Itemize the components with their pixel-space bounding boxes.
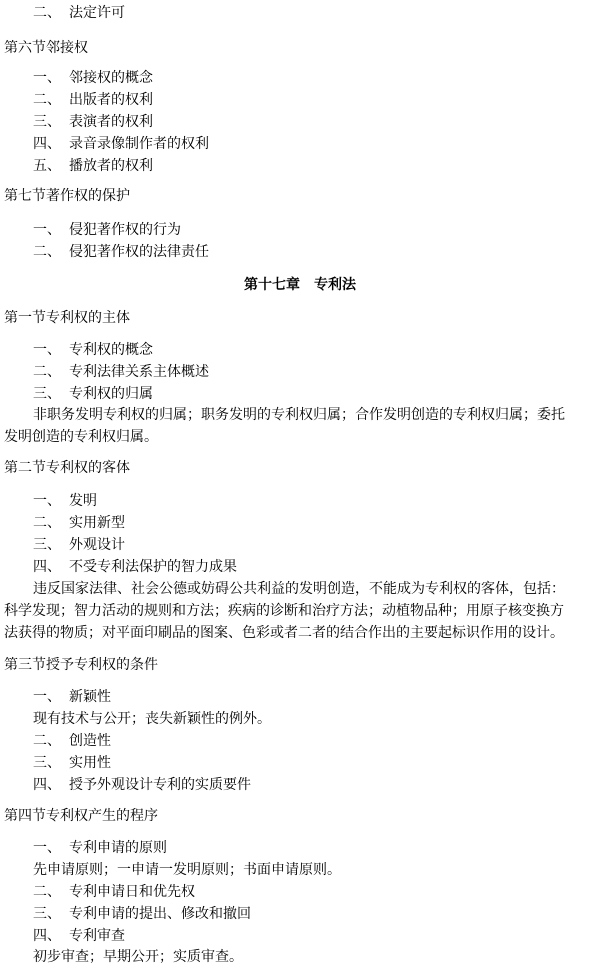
list-item-number: 三、 bbox=[33, 906, 61, 922]
list-item-text: 表演者的权利 bbox=[69, 114, 153, 130]
list-item bbox=[33, 362, 209, 382]
list-item bbox=[33, 926, 125, 946]
list-item-number: 二、 bbox=[33, 244, 61, 260]
list-item bbox=[33, 491, 97, 511]
list-item bbox=[33, 513, 125, 533]
list-item-text: 实用性 bbox=[69, 755, 111, 771]
list-item-text: 外观设计 bbox=[69, 537, 125, 553]
section-heading: 第二节专利权的客体 bbox=[4, 460, 130, 476]
list-item-number: 一、 bbox=[33, 689, 61, 705]
paragraph-line: 科学发现；智力活动的规则和方法；疾病的诊断和治疗方法；动植物品种；用原子核变换方 bbox=[4, 603, 564, 619]
paragraph-line: 先申请原则；一申请一发明原则；书面申请原则。 bbox=[33, 862, 341, 878]
list-item-text: 法定许可 bbox=[69, 5, 125, 21]
list-item-number: 三、 bbox=[33, 537, 61, 553]
chapter-title: 第十七章 专利法 bbox=[244, 277, 356, 293]
list-item-number: 一、 bbox=[33, 493, 61, 509]
list-item-number: 一、 bbox=[33, 70, 61, 86]
list-item-number: 三、 bbox=[33, 114, 61, 130]
list-item-number: 二、 bbox=[33, 515, 61, 531]
list-item-number: 四、 bbox=[33, 136, 61, 152]
list-item bbox=[33, 220, 181, 240]
list-item-text: 不受专利法保护的智力成果 bbox=[69, 559, 237, 575]
list-item bbox=[33, 775, 251, 795]
list-item-text: 专利申请的提出、修改和撤回 bbox=[69, 906, 251, 922]
paragraph-line: 初步审查；早期公开；实质审查。 bbox=[33, 949, 243, 965]
list-item-number: 三、 bbox=[33, 386, 61, 402]
list-item-text: 侵犯著作权的法律责任 bbox=[69, 244, 209, 260]
list-item bbox=[33, 340, 153, 360]
list-item-text: 侵犯著作权的行为 bbox=[69, 222, 181, 238]
list-item bbox=[33, 904, 251, 924]
list-item-number: 一、 bbox=[33, 840, 61, 856]
list-item-text: 专利法律关系主体概述 bbox=[69, 364, 209, 380]
list-item bbox=[33, 557, 237, 577]
section-heading: 第三节授予专利权的条件 bbox=[4, 657, 158, 673]
list-item-text: 创造性 bbox=[69, 733, 111, 749]
list-item-number: 三、 bbox=[33, 755, 61, 771]
list-item-text: 新颖性 bbox=[69, 689, 111, 705]
list-item-number: 二、 bbox=[33, 884, 61, 900]
list-item bbox=[33, 134, 209, 154]
list-item-number: 二、 bbox=[33, 5, 61, 21]
list-item bbox=[33, 156, 153, 176]
list-item-text: 录音录像制作者的权利 bbox=[69, 136, 209, 152]
section-heading: 第一节专利权的主体 bbox=[4, 310, 130, 326]
paragraph-line: 违反国家法律、社会公德或妨碍公共利益的发明创造，不能成为专利权的客体，包括： bbox=[33, 581, 565, 597]
list-item-text: 专利权的概念 bbox=[69, 342, 153, 358]
list-item bbox=[33, 68, 153, 88]
list-item bbox=[33, 753, 111, 773]
list-item bbox=[33, 112, 153, 132]
list-item bbox=[33, 687, 111, 707]
section-heading: 第六节邻接权 bbox=[4, 40, 88, 56]
list-item-text: 播放者的权利 bbox=[69, 158, 153, 174]
list-item-number: 二、 bbox=[33, 92, 61, 108]
list-item-number: 五、 bbox=[33, 158, 61, 174]
paragraph-line: 发明创造的专利权归属。 bbox=[4, 429, 158, 445]
list-item-text: 出版者的权利 bbox=[69, 92, 153, 108]
list-item-text: 专利审查 bbox=[69, 928, 125, 944]
list-item bbox=[33, 838, 167, 858]
list-item-text: 授予外观设计专利的实质要件 bbox=[69, 777, 251, 793]
list-item-text: 发明 bbox=[69, 493, 97, 509]
list-item-number: 二、 bbox=[33, 733, 61, 749]
list-item bbox=[33, 535, 125, 555]
list-item-text: 专利权的归属 bbox=[69, 386, 153, 402]
list-item-number: 一、 bbox=[33, 222, 61, 238]
list-item-text: 专利申请的原则 bbox=[69, 840, 167, 856]
list-item-number: 二、 bbox=[33, 364, 61, 380]
list-item-text: 实用新型 bbox=[69, 515, 125, 531]
list-item bbox=[33, 3, 125, 23]
list-item-number: 四、 bbox=[33, 777, 61, 793]
list-item bbox=[33, 882, 195, 902]
list-item bbox=[33, 90, 153, 110]
section-heading: 第七节著作权的保护 bbox=[4, 188, 130, 204]
paragraph-line: 法获得的物质；对平面印刷品的图案、色彩或者二者的结合作出的主要起标识作用的设计。 bbox=[4, 625, 564, 641]
list-item-text: 专利申请日和优先权 bbox=[69, 884, 195, 900]
list-item-text: 邻接权的概念 bbox=[69, 70, 153, 86]
list-item bbox=[33, 242, 209, 262]
list-item-number: 四、 bbox=[33, 559, 61, 575]
paragraph-line: 非职务发明专利权的归属；职务发明的专利权归属；合作发明创造的专利权归属；委托 bbox=[33, 407, 565, 423]
list-item-number: 四、 bbox=[33, 928, 61, 944]
section-heading: 第四节专利权产生的程序 bbox=[4, 808, 158, 824]
list-item-number: 一、 bbox=[33, 342, 61, 358]
paragraph-line: 现有技术与公开；丧失新颖性的例外。 bbox=[33, 711, 271, 727]
list-item bbox=[33, 384, 153, 404]
list-item bbox=[33, 731, 111, 751]
